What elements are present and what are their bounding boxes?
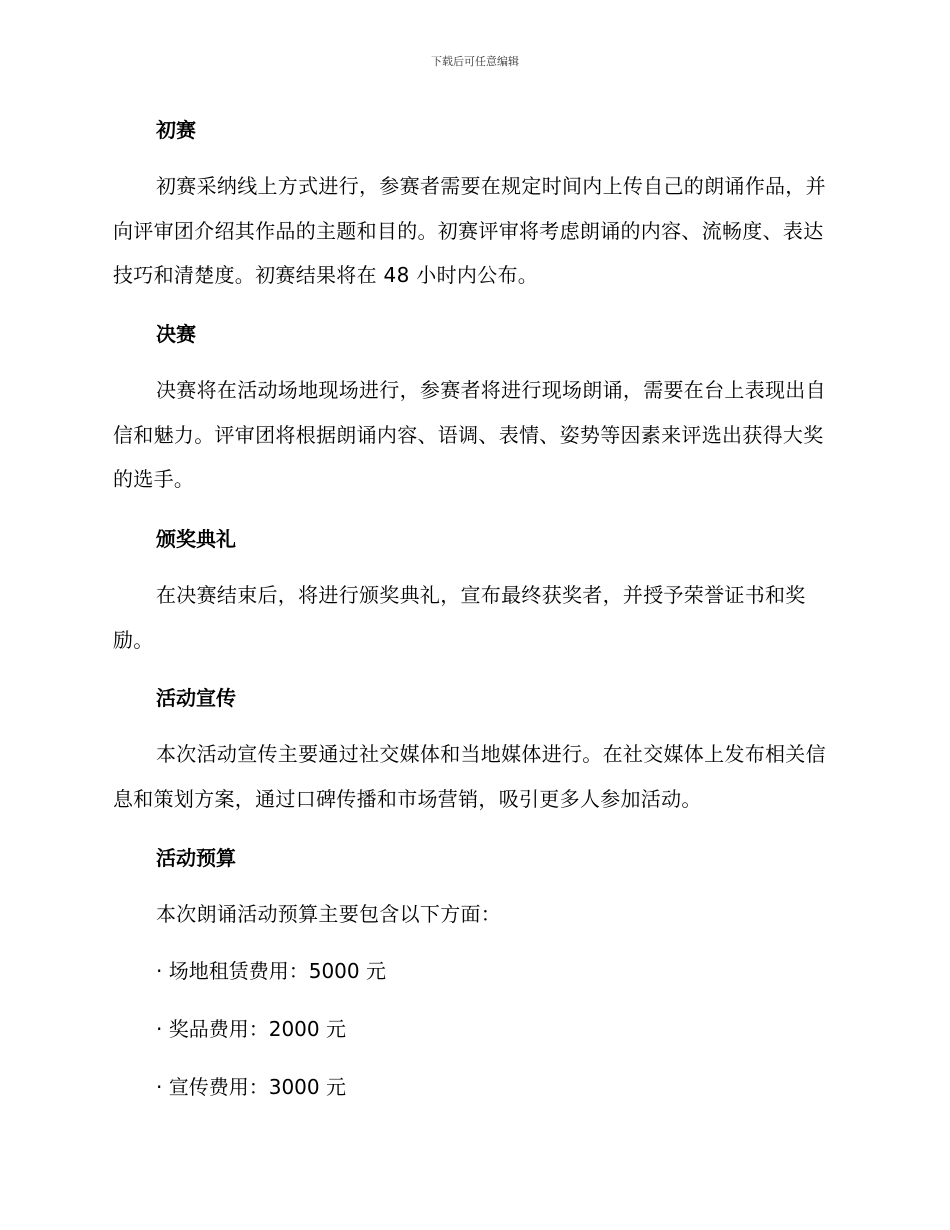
- budget-item-prizes: · 奖品费用：2000 元: [156, 1017, 346, 1041]
- section-paragraph-budget: 本次朗诵活动预算主要包含以下方面：: [156, 902, 502, 926]
- section-heading-award-ceremony: 颁奖典礼: [156, 527, 236, 551]
- section-heading-promotion: 活动宣传: [156, 686, 236, 710]
- section-heading-budget: 活动预算: [156, 846, 236, 870]
- section-heading-preliminary: 初赛: [156, 118, 196, 142]
- budget-item-venue: · 场地租赁费用：5000 元: [156, 959, 386, 983]
- section-paragraph-final: 决赛将在活动场地现场进行，参赛者将进行现场朗诵，需要在台上表现出自信和魅力。评审团将根据朗诵内容、语调、表情、姿势等因素来评选出获得大奖的选手。: [113, 378, 826, 491]
- section-paragraph-award-ceremony: 在决赛结束后，将进行颁奖典礼，宣布最终获奖者，并授予荣誉证书和奖励。: [113, 583, 806, 652]
- section-heading-final: 决赛: [156, 322, 196, 346]
- section-paragraph-preliminary: 初赛采纳线上方式进行，参赛者需要在规定时间内上传自己的朗诵作品，并向评审团介绍其作品的主题和目的。初赛评审将考虑朗诵的内容、流畅度、表达技巧和清楚度。初赛结果将在 48 小时内公布。: [113, 174, 826, 287]
- budget-item-promotion: · 宣传费用：3000 元: [156, 1075, 346, 1099]
- section-paragraph-promotion: 本次活动宣传主要通过社交媒体和当地媒体进行。在社交媒体上发布相关信息和策划方案，通过口碑传播和市场营销，吸引更多人参加活动。: [113, 742, 826, 811]
- page-header: 下载后可任意编辑: [431, 55, 519, 68]
